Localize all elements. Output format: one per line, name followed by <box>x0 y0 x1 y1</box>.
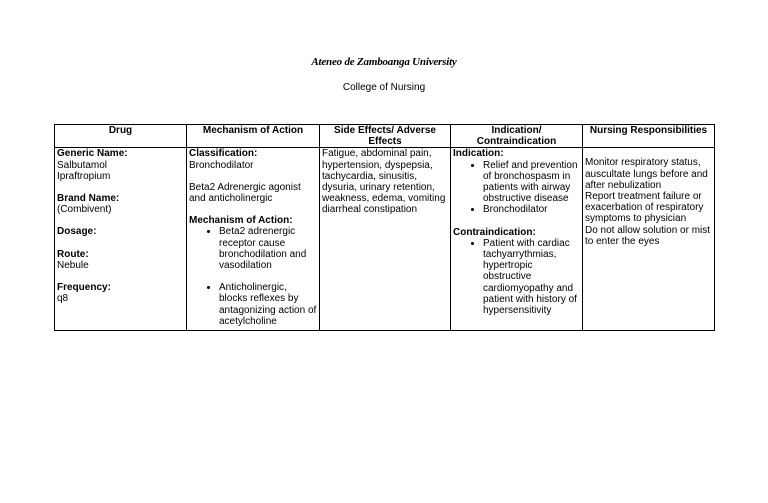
frequency-value: q8 <box>57 293 69 305</box>
list-item: • Anticholinergic, blocks reflexes by antagonizing action of acetylcholine <box>219 282 317 327</box>
classification-label: Classification: <box>189 148 258 160</box>
list-item: • Patient with cardiac tachyarrythmias, hypertropic obstructive cardiomyopathy and patient with history of hypersensitivity <box>483 238 580 316</box>
classification-value: Bronchodilator <box>189 159 254 171</box>
column-header-indication: Indication/ Contraindication <box>451 125 583 148</box>
nursing-line: Monitor respiratory status, auscultate lungs before and after nebulization <box>585 157 708 191</box>
moa-list <box>189 226 317 271</box>
route-label: Route: <box>57 248 89 260</box>
mechanism-cell <box>187 148 320 331</box>
column-header-side-effects: Side Effects/ Adverse Effects <box>320 125 451 148</box>
university-title: Ateneo de Zamboanga University <box>311 56 457 68</box>
generic-name-value: Salbutamol <box>57 159 108 171</box>
college-subtitle: College of Nursing <box>342 82 426 93</box>
moa-list <box>189 282 317 327</box>
contraindication-label: Contraindication: <box>453 226 536 238</box>
generic-name-label: Generic Name: <box>57 148 128 160</box>
brand-name-label: Brand Name: <box>57 193 120 205</box>
dosage-label: Dosage: <box>57 226 97 238</box>
table-row <box>55 148 715 331</box>
column-header-nursing: Nursing Responsibilities <box>583 125 715 148</box>
route-value: Nebule <box>57 259 89 271</box>
list-item: • Relief and prevention of bronchospasm in patients with airway obstructive disease <box>483 160 580 205</box>
mechanism-description: Beta2 Adrenergic agonist and anticholinergic <box>189 181 301 205</box>
indication-label: Indication: <box>453 148 504 160</box>
frequency-label: Frequency: <box>57 282 111 294</box>
side-effects-cell <box>320 148 451 331</box>
contraindication-list <box>453 238 580 316</box>
side-effects-text: Fatigue, abdominal pain, hypertension, dyspepsia, tachycardia, sinusitis, dysuria, urinary retention, weakness, edema, vomiting diarrheal constipation <box>322 148 446 216</box>
generic-name-value: Ipraftropium <box>57 170 111 182</box>
indication-list <box>453 160 580 216</box>
moa-label: Mechanism of Action: <box>189 215 293 227</box>
nursing-cell <box>583 148 715 331</box>
column-header-drug: Drug <box>55 125 187 148</box>
table-header-row <box>55 125 715 148</box>
column-header-mechanism: Mechanism of Action <box>187 125 320 148</box>
list-item: • Beta2 adrenergic receptor cause bronchodilation and vasodilation <box>219 226 317 271</box>
list-item: • Bronchodilator <box>483 204 580 215</box>
nursing-line: Do not allow solution or mist to enter the eyes <box>585 224 711 247</box>
brand-name-value: (Combivent) <box>57 204 112 216</box>
drug-cell <box>55 148 187 331</box>
drug-study-table <box>54 124 715 331</box>
indication-cell <box>451 148 583 331</box>
nursing-line: Report treatment failure or exacerbation of respiratory symptoms to physician <box>585 191 704 225</box>
